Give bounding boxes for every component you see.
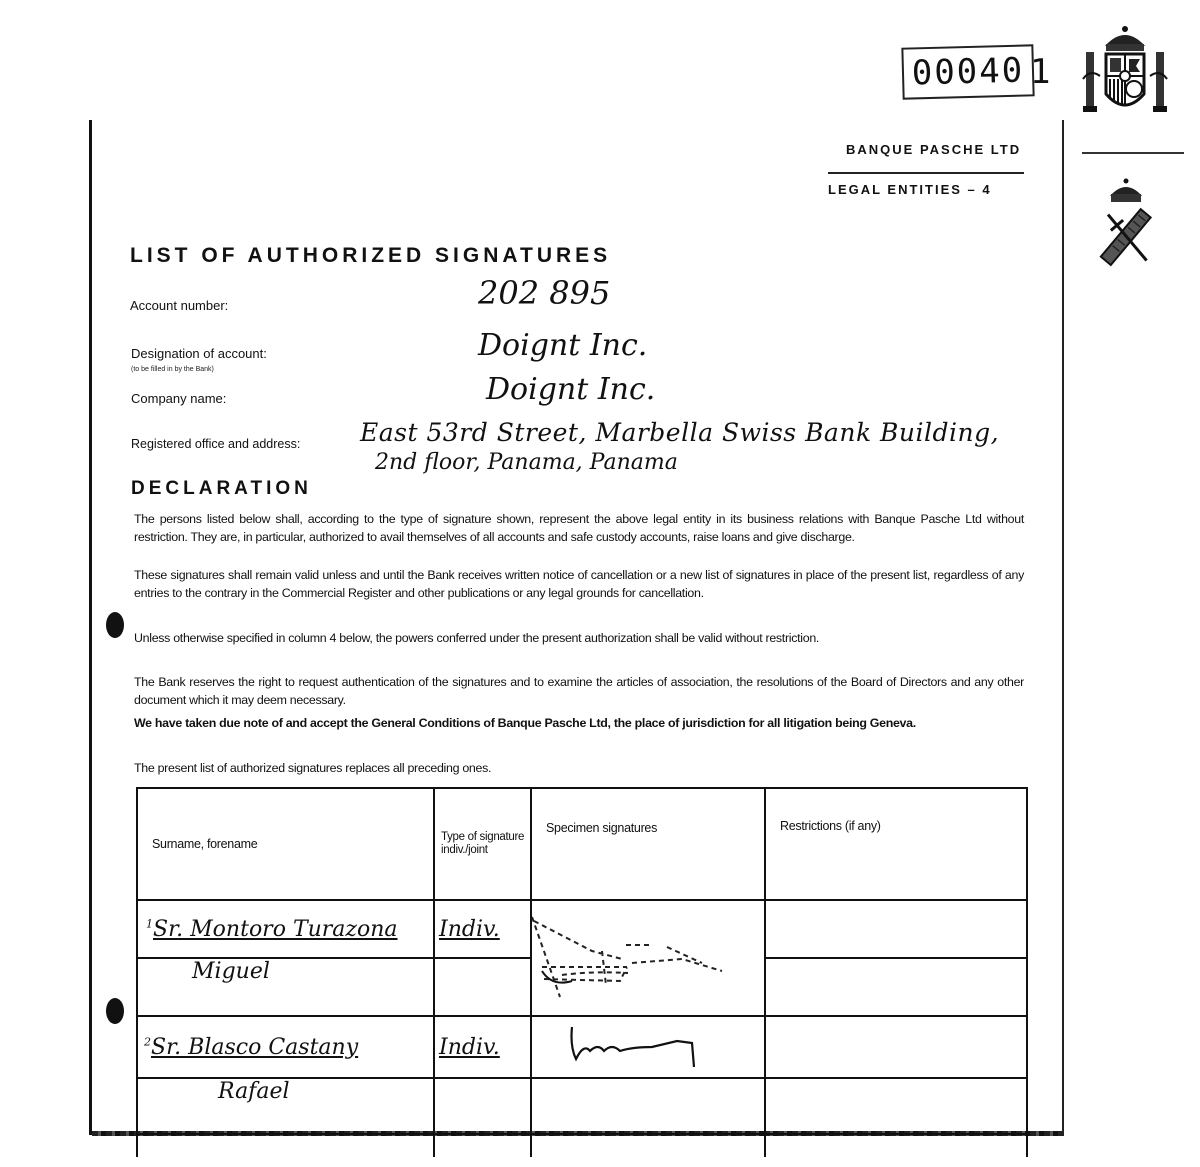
designation-value: Doignt Inc. — [478, 328, 648, 363]
signatory-2-type-empty — [434, 1078, 531, 1134]
table-row-empty — [137, 1134, 1027, 1157]
column-header-specimen: Specimen signatures — [531, 788, 765, 900]
column-header-type: Type of signature indiv./joint — [434, 788, 531, 900]
table-row — [137, 900, 1027, 958]
document-stamp-tail: 1 — [1030, 52, 1051, 92]
company-name-value: Doignt Inc. — [486, 372, 656, 407]
signatory-1-forename: Miguel — [137, 958, 434, 1016]
designation-label: Designation of account: — [131, 346, 267, 361]
table-row — [137, 1016, 1027, 1078]
document-title: LIST OF AUTHORIZED SIGNATURES — [130, 244, 612, 267]
signatory-1-restrictions — [765, 900, 1027, 958]
page-border-right — [1062, 120, 1064, 1135]
declaration-paragraph: These signatures shall remain valid unless and until the Bank receives written notice of cancellation or a new list of signatures in place of the present list, regardless of any entries to the contrary in the Commercial Register and other publications or any legal grounds for cancellation. — [134, 568, 1024, 600]
signatory-2-specimen-empty — [531, 1078, 765, 1134]
signatory-1-specimen — [531, 900, 765, 1016]
table-header-row — [137, 788, 1027, 900]
table-row — [137, 1078, 1027, 1134]
signatory-1-restrictions-empty — [765, 958, 1027, 1016]
column-header-name: Surname, forename — [137, 788, 434, 900]
signatory-2-forename: Rafael — [137, 1078, 434, 1134]
jurisdiction-paragraph: We have taken due note of and accept the General Conditions of Banque Pasche Ltd, the place of jurisdiction for all litigation being Geneva. — [134, 716, 916, 730]
page-border-left — [89, 120, 92, 1135]
registered-office-line1: East 53rd Street, Marbella Swiss Bank Building, — [360, 418, 1000, 447]
empty-cell — [765, 1134, 1027, 1157]
signatory-2-restrictions — [765, 1016, 1027, 1078]
company-name-label: Company name: — [131, 391, 227, 406]
signatory-2-specimen — [531, 1016, 765, 1078]
designation-note: (to be filled in by the Bank) — [131, 366, 214, 373]
header-divider — [828, 172, 1024, 174]
column-header-restrictions: Restrictions (if any) — [765, 788, 1027, 900]
account-number-value: 202 895 — [478, 274, 611, 312]
signatures-table — [136, 787, 1028, 1157]
punch-mark — [106, 612, 124, 638]
empty-cell — [531, 1134, 765, 1157]
punch-mark — [106, 998, 124, 1024]
replacement-paragraph: The present list of authorized signatures replaces all preceding ones. — [134, 761, 492, 775]
registered-office-line2: 2nd floor, Panama, Panama — [375, 450, 678, 475]
signatory-1-type-empty — [434, 958, 531, 1016]
empty-cell — [137, 1134, 434, 1157]
signatory-2-restrictions-empty — [765, 1078, 1027, 1134]
signatory-2-type: Indiv. — [434, 1016, 531, 1078]
signatory-2-surname: $^2$Sr. Blasco Castany — [137, 1016, 434, 1078]
signatory-1-type: Indiv. — [434, 900, 531, 958]
signatory-1-surname: $^1$Sr. Montoro Turazona — [137, 900, 434, 958]
signature-scribble-icon — [532, 901, 762, 1009]
document-stamp-number: 00040 — [901, 44, 1034, 99]
guardia-civil-emblem-icon — [1094, 178, 1158, 270]
spain-coat-of-arms-icon — [1080, 24, 1170, 118]
registered-office-label: Registered office and address: — [131, 437, 301, 451]
declaration-paragraph: Unless otherwise specified in column 4 below, the powers conferred under the present authorization shall be valid without restriction. — [134, 631, 820, 645]
empty-cell — [434, 1134, 531, 1157]
declaration-paragraph: The persons listed below shall, according to the type of signature shown, represent the above legal entity in its business relations with Banque Pasche Ltd without restriction. They are, in particular, authorized to avail themselves of all accounts and safe custody accounts, raise loans and give discharge. — [134, 512, 1024, 544]
declaration-title: DECLARATION — [131, 478, 312, 499]
margin-divider — [1082, 152, 1184, 154]
signature-scribble-icon — [532, 1017, 762, 1071]
bank-name: BANQUE PASCHE LTD — [846, 142, 1022, 157]
declaration-paragraph: The Bank reserves the right to request authentication of the signatures and to examine the articles of association, the resolutions of the Board of Directors and any other document which it may deem necessary. — [134, 675, 1024, 707]
form-code: LEGAL ENTITIES – 4 — [828, 182, 992, 197]
account-number-label: Account number: — [130, 298, 229, 313]
